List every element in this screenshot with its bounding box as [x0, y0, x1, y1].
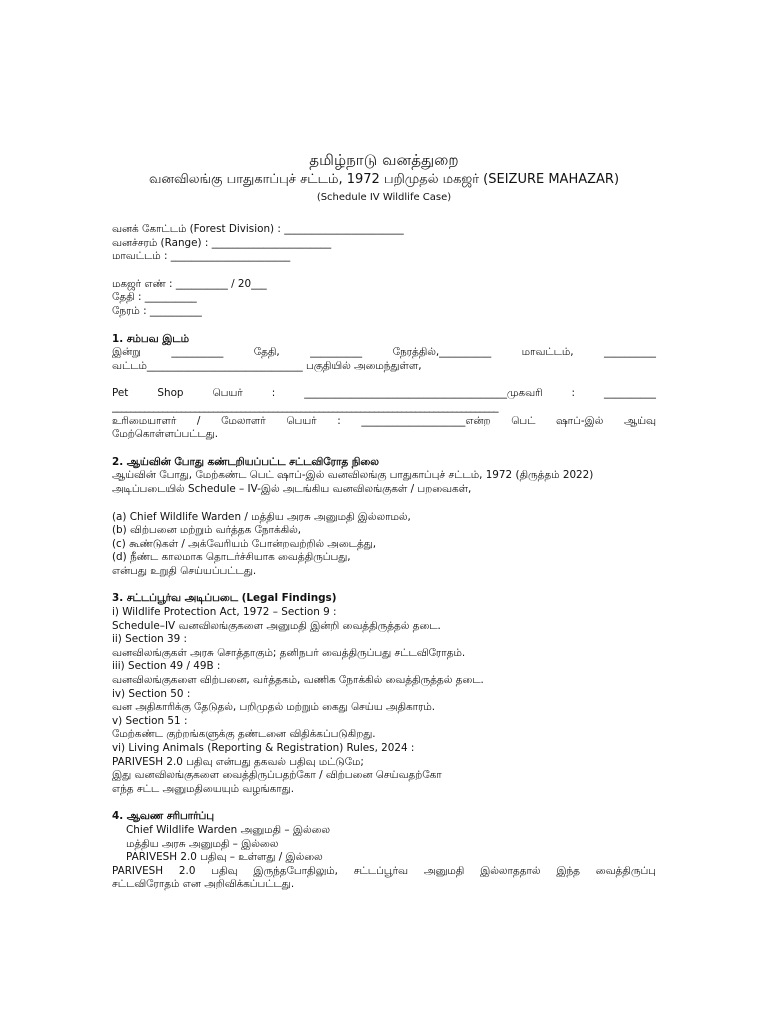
- s1l5-word: ____________________என்ற: [361, 414, 491, 427]
- section-incident-location: [112, 333, 656, 442]
- s1l5-word: :: [337, 414, 341, 427]
- section1-heading: 1. சம்பவ இடம்: [112, 332, 189, 345]
- section2-item: (d) நீண்ட காலமாக தொடர்ச்சியாக வைத்திருப்பது,: [112, 551, 351, 564]
- verification-item: PARIVESH 2.0 பதிவு – உள்ளது / இல்லை: [126, 851, 323, 864]
- s1l5-word: பெட்: [511, 414, 536, 427]
- section3-heading: 3. சட்டப்பூர்வ அடிப்படை (Legal Findings): [112, 592, 337, 605]
- legal-line: ii) Section 39 :: [112, 633, 188, 646]
- s1l5-word: மேலாளர்: [221, 414, 266, 427]
- section1-line2: வட்டம்______________________________ பகுதியில் அமைந்துள்ள,: [112, 359, 422, 372]
- s1l5-word: ஷாப்-இல்: [556, 414, 604, 427]
- s1l3-word: :: [571, 387, 576, 400]
- s4c-word: பதிவு: [211, 864, 238, 877]
- s1l1-word: நேரத்தில்,__________: [392, 346, 492, 359]
- section2-heading: 2. ஆய்வின் போது கண்டறியப்பட்ட சட்டவிரோத நிலை: [112, 455, 379, 468]
- s4c-word: அனுமதி: [423, 864, 465, 877]
- document-header: [112, 150, 656, 205]
- date-field: தேதி : __________: [112, 291, 197, 304]
- s1l3-word: :: [271, 387, 276, 400]
- s4c-word: PARIVESH: [112, 864, 164, 877]
- section4-conclusion-line1: [112, 865, 656, 879]
- section-illegal-status: [112, 456, 656, 579]
- verification-item: மத்திய அரசு அனுமதி – இல்லை: [126, 837, 279, 850]
- s1l3-word: Pet: [112, 387, 129, 400]
- legal-line: i) Wildlife Protection Act, 1972 – Section 9 :: [112, 606, 337, 619]
- section1-line6: மேற்கொள்ளப்பட்டது.: [112, 428, 219, 441]
- legal-line: vi) Living Animals (Reporting & Registration) Rules, 2024 :: [112, 742, 415, 754]
- s4c-word: இல்லாததால்: [480, 864, 541, 877]
- section2-item: (a) Chief Wildlife Warden / மத்திய அரசு அனுமதி இல்லாமல்,: [112, 510, 411, 523]
- s1l5-word: உரிமையாளர்: [112, 414, 177, 427]
- legal-line: iii) Section 49 / 49B :: [112, 660, 221, 673]
- section2-item: (c) கூண்டுகள் / அக்வேரியம் போன்றவற்றில் அடைத்து,: [112, 537, 377, 550]
- s1l3-word: பெயர்: [212, 387, 243, 400]
- s1l1-word: மாவட்டம்,: [521, 346, 574, 359]
- s1l1-word: __________: [310, 346, 363, 359]
- s4c-word: 2.0: [178, 864, 196, 877]
- legal-line: மேற்கண்ட குற்றங்களுக்கு தண்டனை விதிக்கப்படுகிறது.: [112, 728, 376, 741]
- legal-line: வனவிலங்குகள் அரசு சொத்தாகும்; தனிநபர் வைத்திருப்பது சட்டவிரோதம்.: [112, 646, 466, 659]
- s4c-word: வைத்திருப்பு: [595, 864, 656, 877]
- legal-line: iv) Section 50 :: [112, 687, 191, 700]
- s1l3-word: __________: [604, 387, 656, 400]
- legal-line: எந்த சட்ட அனுமதியையும் வழங்காது.: [112, 782, 295, 795]
- section1-address-blank: ____________________________________________________________________________________: [112, 400, 499, 413]
- section1-line3: [112, 387, 656, 401]
- document-subtitle: வனவிலங்கு பாதுகாப்புச் சட்டம், 1972 பறிமுதல் மகஜர் (SEIZURE MAHAZAR): [148, 172, 620, 187]
- s4c-word: சட்டப்பூர்வ: [353, 864, 408, 877]
- legal-line: வன அதிகாரிக்கு தேடுதல், பறிமுதல் மற்றும் கைது செய்ய அதிகாரம்.: [112, 701, 436, 714]
- section1-line1: [112, 346, 656, 360]
- time-field: நேரம் : __________: [112, 304, 202, 317]
- s1l3-word: Shop: [157, 387, 184, 400]
- s1l3-word: _______________________________________முகவரி: [304, 387, 543, 400]
- location-fields: [112, 223, 656, 264]
- s4c-word: இந்த: [556, 864, 580, 877]
- legal-line: இது வனவிலங்குகளை வைத்திருப்பதற்கோ / விற்பனை செய்வதற்கோ: [112, 769, 442, 782]
- s1l1-word: தேதி,: [253, 346, 280, 359]
- forest-division-field: வனக் கோட்டம் (Forest Division) : _______________________: [112, 223, 404, 235]
- section1-line5: [112, 415, 656, 429]
- legal-line: Schedule–IV வனவிலங்குகளை அனுமதி இன்றி வைத்திருத்தல் தடை.: [112, 619, 441, 632]
- s4c-word: இருந்தபோதிலும்,: [253, 864, 338, 877]
- section4-conclusion-line2: சட்டவிரோதம் என அறிவிக்கப்பட்டது.: [112, 878, 295, 891]
- section4-heading: 4. ஆவண சரிபார்ப்பு: [112, 810, 215, 823]
- legal-line: v) Section 51 :: [112, 714, 188, 727]
- s1l5-word: ஆய்வு: [623, 414, 656, 427]
- s1l1-word: __________: [171, 346, 224, 359]
- section2-item: (b) விற்பனை மற்றும் வர்த்தக நோக்கில்,: [112, 524, 302, 537]
- section2-intro-line1: ஆய்வின் போது, மேற்கண்ட பெட் ஷாப்-இல் வனவிலங்கு பாதுகாப்புச் சட்டம், 1972 (திருத்தம் 2022): [112, 469, 594, 482]
- case-type-label: (Schedule IV Wildlife Case): [316, 192, 452, 203]
- section-legal-findings: [112, 592, 656, 796]
- s1l1-word: __________: [604, 346, 656, 359]
- s1l1-word: இன்று: [112, 346, 141, 359]
- document-title: தமிழ்நாடு வனத்துறை: [309, 151, 459, 169]
- mahazar-document: [112, 150, 656, 892]
- mahazar-fields: [112, 278, 656, 319]
- section-document-verification: [112, 810, 656, 892]
- section2-closing: என்பது உறுதி செய்யப்பட்டது.: [112, 564, 257, 577]
- mahazar-number-field: மகஜர் எண் : __________ / 20___: [112, 277, 267, 290]
- s1l5-word: /: [196, 414, 201, 427]
- district-field: மாவட்டம் : _______________________: [112, 250, 291, 263]
- section2-intro-line2: அடிப்படையில் Schedule – IV-இல் அடங்கிய வனவிலங்குகள் / பறவைகள்,: [112, 482, 472, 495]
- legal-line: PARIVESH 2.0 பதிவு என்பது தகவல் பதிவு மட்டுமே;: [112, 755, 364, 768]
- verification-item: Chief Wildlife Warden அனுமதி – இல்லை: [126, 823, 331, 836]
- s1l5-word: பெயர்: [286, 414, 317, 427]
- legal-line: வனவிலங்குகளை விற்பனை, வர்த்தகம், வணிக நோக்கில் வைத்திருத்தல் தடை.: [112, 674, 484, 687]
- range-field: வனச்சரம் (Range) : _______________________: [112, 236, 332, 249]
